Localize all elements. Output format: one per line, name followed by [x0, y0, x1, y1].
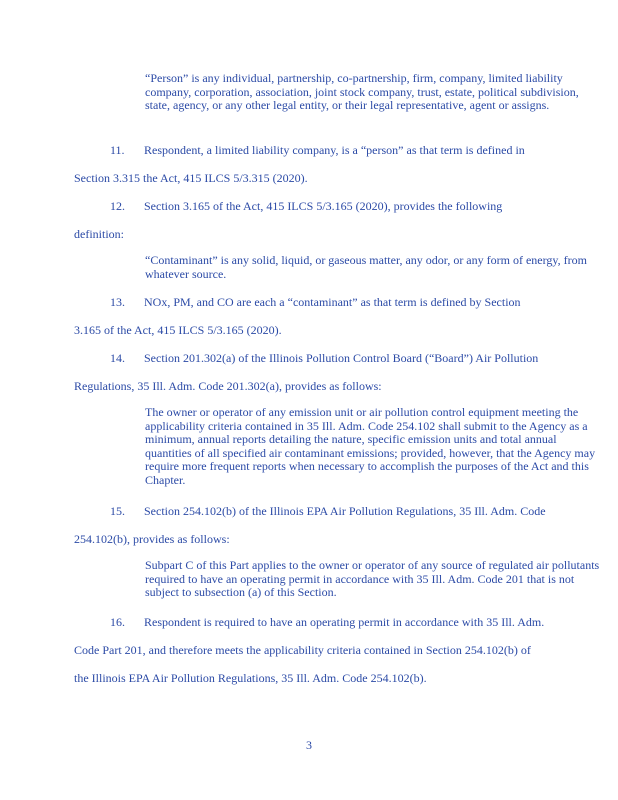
paragraph-number: 11.: [110, 143, 125, 157]
paragraph-line: Code Part 201, and therefore meets the applicability criteria contained in Section 254.102(b) of: [74, 643, 531, 657]
paragraph-line: the Illinois EPA Air Pollution Regulations, 35 Ill. Adm. Code 254.102(b).: [74, 671, 427, 685]
board-regulation-quote: The owner or operator of any emission unit or air pollution control equipment meeting the applicability criteria contained in 35 Ill. Adm. Code 254.102 shall submit to the Agency as a minimum, annual reports detailing the nature, specific emission units and total annual quantities of all specified air contaminant emissions; provided, however, that the Agency may require more frequent reports when necessary to accomplish the purposes of the Act and this Chapter.: [145, 405, 596, 487]
paragraph-line: definition:: [74, 227, 124, 241]
paragraph-line: Section 254.102(b) of the Illinois EPA Air Pollution Regulations, 35 Ill. Adm. Code: [144, 504, 546, 518]
paragraph-line: Section 3.315 the Act, 415 ILCS 5/3.315 (2020).: [74, 171, 308, 185]
paragraph-line: Section 3.165 of the Act, 415 ILCS 5/3.165 (2020), provides the following: [144, 199, 503, 213]
page-number: 3: [306, 738, 312, 752]
paragraph-number: 12.: [110, 199, 125, 213]
paragraph-number: 13.: [110, 295, 125, 309]
paragraph-number: 14.: [110, 351, 125, 365]
paragraph-line: Section 201.302(a) of the Illinois Pollution Control Board (“Board”) Air Pollution: [144, 351, 539, 365]
paragraph-line: Respondent, a limited liability company, is a “person” as that term is defined in: [144, 143, 525, 157]
paragraph-line: NOx, PM, and CO are each a “contaminant” as that term is defined by Section: [144, 295, 521, 309]
paragraph-line: Regulations, 35 Ill. Adm. Code 201.302(a), provides as follows:: [74, 379, 382, 393]
subpart-c-quote: Subpart C of this Part applies to the owner or operator of any source of regulated air pollutants required to have an operating permit in accordance with 35 Ill. Adm. Code 201 that is not subject to subsection (a) of this Section.: [145, 558, 600, 599]
paragraph-number: 16.: [110, 615, 125, 629]
paragraph-line: 3.165 of the Act, 415 ILCS 5/3.165 (2020).: [74, 323, 282, 337]
person-definition-quote: “Person” is any individual, partnership, co-partnership, firm, company, limited liability company, corporation, association, joint stock company, trust, estate, political subdivision, state, agency, or any other legal entity, or their legal representative, agent or assigns.: [145, 71, 579, 112]
paragraph-number: 15.: [110, 504, 125, 518]
paragraph-line: 254.102(b), provides as follows:: [74, 532, 230, 546]
paragraph-line: Respondent is required to have an operating permit in accordance with 35 Ill. Adm.: [144, 615, 545, 629]
contaminant-definition-quote: “Contaminant” is any solid, liquid, or gaseous matter, any odor, or any form of energy, from whatever source.: [145, 253, 587, 281]
